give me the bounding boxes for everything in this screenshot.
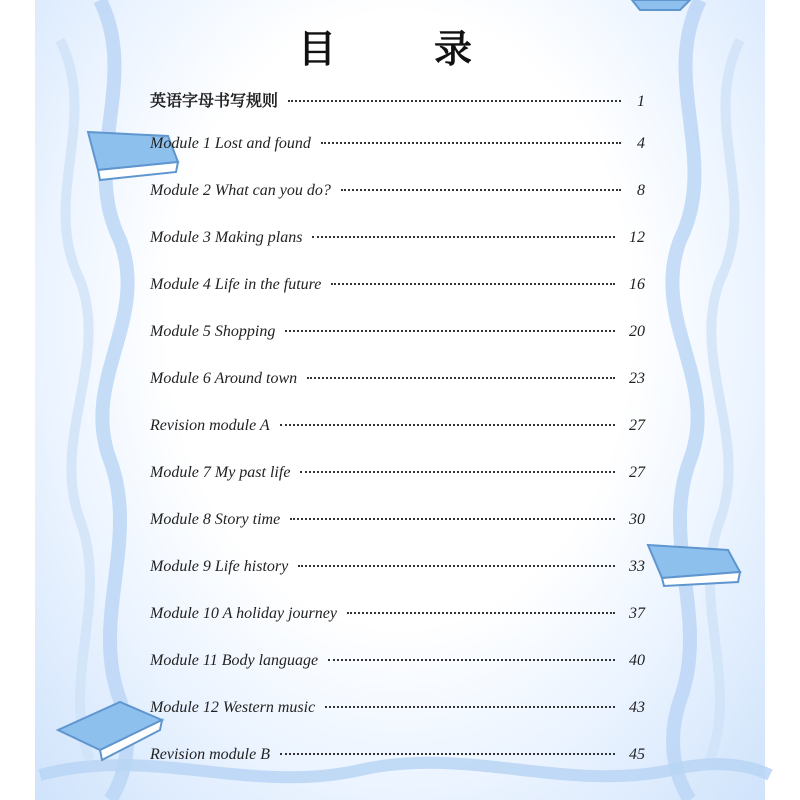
leader-dots	[307, 377, 615, 379]
toc-page-number: 27	[629, 464, 645, 481]
toc-row	[150, 135, 645, 161]
toc-entry-label: Module 11 Body language	[150, 652, 319, 669]
toc-page-number: 45	[629, 746, 645, 763]
toc-page-number: 40	[629, 652, 645, 669]
toc-entry-label: Module 6 Around town	[150, 370, 298, 387]
leader-dots	[331, 283, 615, 285]
toc-entry-label: Module 3 Making plans	[150, 229, 303, 246]
toc-row	[150, 699, 645, 725]
toc-row	[150, 746, 645, 772]
toc-entry-label: Module 1 Lost and found	[150, 135, 311, 152]
book-icon	[58, 702, 162, 760]
toc-entry-label: Module 2 What can you do?	[150, 182, 331, 199]
leader-dots	[280, 753, 615, 755]
leader-dots	[341, 189, 621, 191]
toc-page-number: 33	[629, 558, 645, 575]
leader-dots	[300, 471, 615, 473]
toc-page-number: 23	[629, 370, 645, 387]
leader-dots	[298, 565, 615, 567]
leader-dots	[280, 424, 615, 426]
toc-row	[150, 652, 645, 678]
leader-dots	[290, 518, 615, 520]
toc-entry-label: Module 7 My past life	[150, 464, 291, 481]
toc-entry-label: Module 10 A holiday journey	[150, 605, 337, 622]
toc-page-number: 37	[629, 605, 645, 622]
toc-page-number: 16	[629, 276, 645, 293]
toc-page-number: 20	[629, 323, 645, 340]
leader-dots	[288, 100, 621, 102]
toc-row	[150, 323, 645, 349]
book-icon	[648, 545, 740, 586]
toc-row	[150, 605, 645, 631]
toc-row	[150, 464, 645, 490]
toc-entry-label: Revision module A	[150, 417, 270, 434]
toc-row	[150, 88, 645, 114]
toc-page-number: 30	[629, 511, 645, 528]
leader-dots	[321, 142, 621, 144]
toc-entry-label: 英语字母书写规则	[150, 91, 279, 110]
toc-entry-label: Revision module B	[150, 746, 270, 763]
toc-row	[150, 511, 645, 537]
toc-row	[150, 417, 645, 443]
toc-row	[150, 558, 645, 584]
book-icon	[632, 0, 690, 10]
toc-row	[150, 182, 645, 208]
toc-entry-label: Module 9 Life history	[150, 558, 289, 575]
toc-entry-label: Module 12 Western music	[150, 699, 316, 716]
leader-dots	[328, 659, 615, 661]
leader-dots	[325, 706, 615, 708]
toc-page-number: 1	[637, 93, 645, 110]
leader-dots	[285, 330, 615, 332]
toc-row	[150, 229, 645, 255]
toc-row	[150, 276, 645, 302]
toc-page-number: 27	[629, 417, 645, 434]
toc-row	[150, 370, 645, 396]
toc-page-number: 43	[629, 699, 645, 716]
toc-entry-label: Module 5 Shopping	[150, 323, 276, 340]
leader-dots	[347, 612, 615, 614]
page-title: 目 录	[297, 26, 502, 71]
toc-page-number: 8	[637, 182, 645, 199]
toc-page-number: 4	[637, 135, 645, 152]
toc-page-number: 12	[629, 229, 645, 246]
toc-entry-label: Module 4 Life in the future	[150, 276, 322, 293]
toc-entry-label: Module 8 Story time	[150, 511, 281, 528]
leader-dots	[312, 236, 615, 238]
